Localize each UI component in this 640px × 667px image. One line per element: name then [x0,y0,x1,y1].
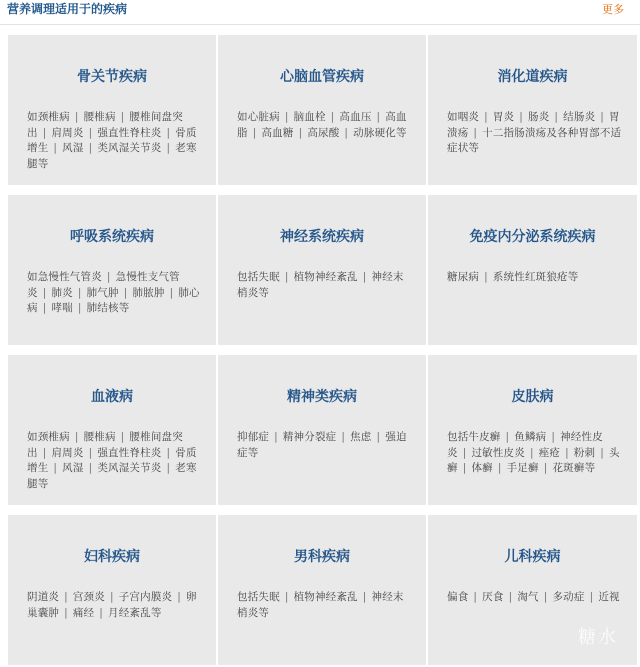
disease-item: 脑血栓 [293,111,326,123]
item-separator: | [120,111,125,123]
disease-item: 肩周炎 [51,446,84,459]
disease-item: 痛经 [72,606,95,619]
card-items [447,430,625,477]
card-items [27,270,204,317]
card-items [237,110,414,141]
card-title: 妇科疾病 [84,549,140,565]
disease-card[interactable] [8,355,216,505]
disease-item: 肺结核等 [86,302,130,314]
item-separator: | [529,446,534,459]
item-separator: | [64,591,68,603]
card-title: 呼吸系统疾病 [70,229,154,245]
card-title: 骨关节疾病 [77,69,147,85]
item-separator: | [64,606,68,619]
item-separator: | [376,431,381,443]
disease-item: 宫颈炎 [72,591,105,603]
disease-item: 高尿酸 [307,126,340,139]
disease-card[interactable] [428,355,637,505]
item-separator: | [284,111,289,123]
disease-item: 老寒腿等 [27,142,197,170]
item-separator: | [109,591,114,603]
disease-item: 手足癣 [506,462,539,474]
disease-card[interactable] [218,195,426,345]
item-separator: | [99,606,104,619]
item-separator: | [284,271,289,283]
item-separator: | [473,591,478,603]
item-separator: | [543,591,548,603]
disease-item: 肠炎 [528,111,550,123]
card-title: 男科疾病 [294,549,350,565]
card-title: 儿科疾病 [504,549,561,565]
card-items [447,110,625,157]
disease-item: 高血压 [339,111,372,123]
disease-item: 粉刺 [573,446,596,459]
item-separator: | [123,286,128,299]
item-separator: | [42,302,47,314]
item-separator: | [166,462,171,474]
card-items [237,590,414,621]
item-separator: | [274,431,278,443]
card-items [27,590,204,621]
card-title: 神经系统疾病 [280,229,364,245]
disease-item: 动脉硬化等 [353,126,407,139]
item-separator: | [589,591,594,603]
item-separator: | [600,446,605,459]
item-separator: | [497,462,502,474]
disease-item: 焦虑 [350,431,372,443]
item-separator: | [551,431,556,443]
disease-item: 包括失眠 [237,271,280,283]
disease-item: 子宫内膜炎 [118,591,173,603]
disease-item: 风湿 [62,142,84,154]
disease-card[interactable] [218,515,426,665]
item-separator: | [508,591,513,603]
disease-item: 包括牛皮癣 [447,431,501,443]
item-separator: | [554,111,559,123]
item-separator: | [362,271,367,283]
item-separator: | [42,126,47,139]
card-title: 精神类疾病 [287,389,357,405]
disease-item: 老寒腿等 [27,462,197,490]
disease-card[interactable] [8,195,216,345]
disease-item: 植物神经紊乱 [293,591,358,603]
disease-card[interactable] [218,355,426,505]
card-items [27,430,204,492]
item-separator: | [298,126,303,139]
section-title: 营养调理适用于的疾病 [7,2,128,16]
item-separator: | [42,286,47,299]
item-separator: | [519,111,524,123]
disease-item: 过敏性皮炎 [471,446,525,459]
item-separator: | [88,142,93,154]
disease-item: 强迫症等 [237,431,407,459]
item-separator: | [166,126,171,139]
item-separator: | [484,271,488,283]
item-separator: | [344,126,349,139]
disease-item: 腰椎病 [83,431,116,443]
item-separator: | [88,462,93,474]
disease-item: 腰椎间盘突出 [27,431,183,459]
item-separator: | [53,142,58,154]
disease-item: 花斑癣等 [552,462,596,474]
disease-grid [8,35,637,667]
disease-item: 类风湿关节炎 [97,142,162,154]
item-separator: | [462,462,467,474]
item-separator: | [166,446,171,459]
disease-item: 神经末梢炎等 [237,591,404,619]
disease-card[interactable] [8,35,216,185]
item-separator: | [77,286,82,299]
item-separator: | [330,111,335,123]
item-separator: | [53,462,58,474]
disease-card[interactable] [218,35,426,185]
watermark: 糖水 [578,627,618,648]
item-separator: | [106,271,111,283]
item-separator: | [543,462,548,474]
disease-item: 如咽炎 [447,111,480,123]
card-items [447,590,625,606]
disease-item: 肺心病 [27,286,200,314]
disease-item: 厌食 [482,591,504,603]
more-link[interactable]: 更多 [602,3,624,16]
disease-item: 肩周炎 [51,126,84,139]
disease-item: 糖尿病 [447,271,480,283]
disease-item: 近视 [598,591,620,603]
card-items [447,270,625,286]
disease-item: 卵巢囊肿 [27,591,197,619]
disease-item: 淘气 [517,591,539,603]
disease-item: 哮喘 [51,302,73,314]
item-separator: | [362,591,367,603]
disease-item: 头癣 [447,446,620,474]
disease-item: 如心脏病 [237,111,280,123]
item-separator: | [74,111,79,123]
item-separator: | [600,111,605,123]
item-separator: | [42,446,47,459]
item-separator: | [473,126,478,139]
disease-item: 胃炎 [492,111,515,123]
disease-item: 腰椎病 [83,111,116,123]
item-separator: | [77,302,82,314]
disease-item: 高血糖 [261,126,294,139]
card-title: 皮肤病 [511,389,554,405]
disease-item: 肺气肿 [86,286,119,299]
item-separator: | [462,446,467,459]
disease-item: 高血脂 [237,111,407,139]
disease-item: 精神分裂症 [282,431,337,443]
disease-item: 系统性红斑狼疮等 [492,271,579,283]
disease-item: 如颈椎病 [27,431,70,443]
disease-item: 结肠炎 [563,111,596,123]
disease-item: 阴道炎 [27,591,60,603]
disease-item: 骨质增生 [27,446,197,474]
disease-item: 神经末梢炎等 [237,271,404,299]
disease-item: 风湿 [62,462,84,474]
disease-item: 强直性脊柱炎 [97,446,162,459]
disease-item: 肺脓肿 [132,286,165,299]
item-separator: | [565,446,569,459]
item-separator: | [484,111,488,123]
disease-item: 多动症 [552,591,585,603]
card-title: 血液病 [91,389,133,405]
disease-item: 偏食 [447,591,469,603]
item-separator: | [169,286,174,299]
disease-item: 月经紊乱等 [108,606,162,619]
disease-item: 胃溃疡 [447,111,620,139]
disease-item: 如急慢性气管炎 [27,271,102,283]
card-items [237,270,414,301]
item-separator: | [166,142,171,154]
item-separator: | [88,126,93,139]
item-separator: | [284,591,289,603]
disease-item: 肺炎 [51,286,73,299]
item-separator: | [341,431,346,443]
disease-item: 急慢性支气管炎 [27,271,180,299]
item-separator: | [376,111,381,123]
disease-item: 包括失眠 [237,591,280,603]
item-separator: | [505,431,510,443]
disease-item: 十二指肠溃疡及各种胃部不适症状等 [447,126,622,154]
disease-item: 骨质增生 [27,126,197,154]
disease-item: 植物神经紊乱 [293,271,358,283]
disease-item: 神经性皮炎 [447,431,603,459]
disease-card[interactable] [428,35,637,185]
card-items [27,110,204,172]
disease-item: 如颈椎病 [27,111,70,123]
disease-item: 强直性脊柱炎 [97,126,162,139]
card-items [237,430,414,461]
disease-item: 痤疮 [538,446,561,459]
item-separator: | [88,446,93,459]
disease-item: 鱼鳞病 [514,431,547,443]
item-separator: | [74,431,79,443]
card-title: 免疫内分泌系统疾病 [469,229,596,245]
disease-item: 抑郁症 [237,431,270,443]
disease-item: 腰椎间盘突出 [27,111,183,139]
card-title: 消化道疾病 [497,69,568,85]
disease-item: 体癣 [471,462,493,474]
item-separator: | [252,126,257,139]
disease-item: 类风湿关节炎 [97,462,162,474]
disease-card[interactable] [8,515,216,665]
item-separator: | [177,591,181,603]
disease-card[interactable] [428,195,637,345]
card-title: 心脑血管疾病 [280,69,364,85]
item-separator: | [120,431,125,443]
section-header [0,0,640,25]
